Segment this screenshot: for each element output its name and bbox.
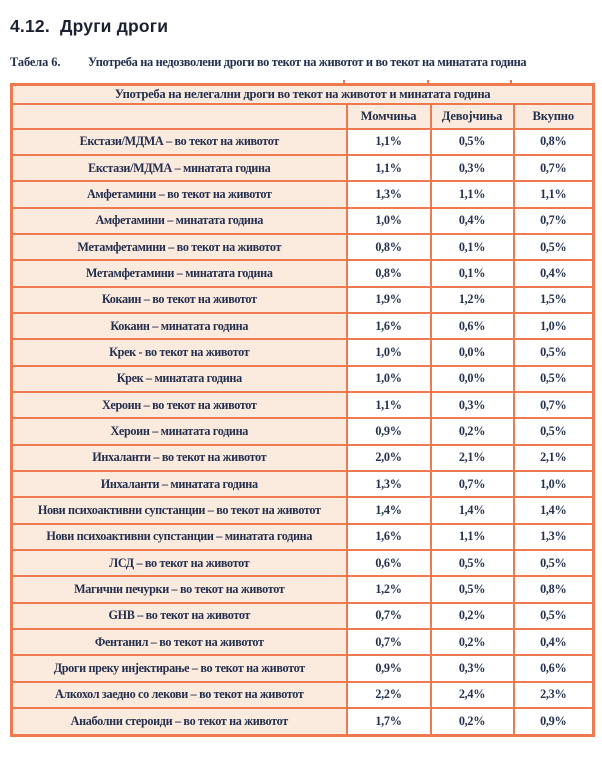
row-value-girls: 0,0% <box>431 339 514 365</box>
row-value-total: 0,5% <box>514 234 594 260</box>
section-heading <box>10 16 602 37</box>
row-label: Фентанил – во текот на животот <box>12 629 347 655</box>
table-row <box>12 550 594 576</box>
table-row <box>12 208 594 234</box>
row-value-total: 2,3% <box>514 682 594 708</box>
row-label: Крек - во текот на животот <box>12 339 347 365</box>
row-label: Хероин – во текот на животот <box>12 392 347 418</box>
row-value-boys: 1,9% <box>347 287 431 313</box>
row-value-girls: 2,4% <box>431 682 514 708</box>
row-value-boys: 0,8% <box>347 260 431 286</box>
row-label: Екстази/МДМА – во текот на животот <box>12 129 347 155</box>
row-value-boys: 1,7% <box>347 708 431 735</box>
table-row <box>12 392 594 418</box>
row-label: Екстази/МДМА – минатата година <box>12 155 347 181</box>
row-label: GHB – во текот на животот <box>12 603 347 629</box>
table-row <box>12 129 594 155</box>
table-row <box>12 708 594 735</box>
table-row <box>12 629 594 655</box>
row-value-girls: 0,1% <box>431 260 514 286</box>
table-row <box>12 682 594 708</box>
row-value-total: 0,5% <box>514 550 594 576</box>
row-value-total: 0,7% <box>514 208 594 234</box>
table-caption: Употреба на недозволени дроги во текот на животот и во текот на минатата година <box>88 55 527 69</box>
row-value-boys: 0,6% <box>347 550 431 576</box>
table-title: Употреба на нелегални дроги во текот на животот и минатата година <box>12 85 594 104</box>
row-label: Анаболни стероиди – во текот на животот <box>12 708 347 735</box>
table-row <box>12 366 594 392</box>
row-value-total: 0,8% <box>514 129 594 155</box>
table-row <box>12 603 594 629</box>
row-label: Амфетамини – минатата година <box>12 208 347 234</box>
row-value-total: 0,4% <box>514 629 594 655</box>
row-value-boys: 1,3% <box>347 181 431 207</box>
row-value-girls: 0,2% <box>431 629 514 655</box>
row-label: Нови психоактивни супстанции – во текот на животот <box>12 497 347 523</box>
table-row <box>12 497 594 523</box>
table-row <box>12 155 594 181</box>
table-title-row <box>12 85 594 104</box>
column-header-total: Вкупно <box>514 104 594 129</box>
row-label: Кокаин – во текот на животот <box>12 287 347 313</box>
row-value-girls: 1,1% <box>431 524 514 550</box>
table-row <box>12 260 594 286</box>
row-value-total: 0,9% <box>514 708 594 735</box>
row-value-total: 2,1% <box>514 445 594 471</box>
row-value-girls: 0,0% <box>431 366 514 392</box>
table-row <box>12 576 594 602</box>
table-row <box>12 234 594 260</box>
row-value-girls: 0,2% <box>431 418 514 444</box>
table-body <box>12 129 594 736</box>
row-label: Инхаланти – минатата година <box>12 471 347 497</box>
section-number: 4.12. <box>10 16 50 36</box>
row-label: Нови психоактивни супстанции – минатата година <box>12 524 347 550</box>
row-value-boys: 1,0% <box>347 339 431 365</box>
row-label: ЛСД – во текот на животот <box>12 550 347 576</box>
section-title: Други дроги <box>59 16 169 36</box>
row-label: Магични печурки – во текот на животот <box>12 576 347 602</box>
row-label: Метамфетамини – минатата година <box>12 260 347 286</box>
row-label: Метамфетамини – во текот на животот <box>12 234 347 260</box>
row-value-girls: 1,2% <box>431 287 514 313</box>
table-row <box>12 524 594 550</box>
table-caption-line <box>10 55 602 70</box>
drug-use-table <box>10 83 595 737</box>
column-header-row <box>12 104 594 129</box>
row-value-total: 1,1% <box>514 181 594 207</box>
row-value-boys: 1,1% <box>347 129 431 155</box>
row-value-boys: 1,6% <box>347 313 431 339</box>
row-value-girls: 1,1% <box>431 181 514 207</box>
row-value-total: 0,5% <box>514 366 594 392</box>
table-row <box>12 418 594 444</box>
row-value-total: 1,5% <box>514 287 594 313</box>
row-value-girls: 0,4% <box>431 208 514 234</box>
row-value-total: 0,5% <box>514 418 594 444</box>
row-value-boys: 1,4% <box>347 497 431 523</box>
corner-cell <box>12 104 347 129</box>
column-header-girls: Девојчиња <box>431 104 514 129</box>
table-row <box>12 655 594 681</box>
row-value-boys: 1,0% <box>347 208 431 234</box>
row-value-boys: 1,1% <box>347 155 431 181</box>
row-value-total: 0,4% <box>514 260 594 286</box>
row-value-boys: 2,0% <box>347 445 431 471</box>
row-label: Хероин – минатата година <box>12 418 347 444</box>
row-value-girls: 0,1% <box>431 234 514 260</box>
row-label: Крек – минатата година <box>12 366 347 392</box>
column-header-boys: Момчиња <box>347 104 431 129</box>
row-value-girls: 0,2% <box>431 708 514 735</box>
row-label: Амфетамини – во текот на животот <box>12 181 347 207</box>
row-value-total: 1,4% <box>514 497 594 523</box>
row-value-girls: 0,5% <box>431 550 514 576</box>
row-label: Кокаин – минатата година <box>12 313 347 339</box>
column-border-tick <box>510 80 512 85</box>
table-row <box>12 181 594 207</box>
row-value-boys: 1,0% <box>347 366 431 392</box>
row-value-boys: 0,9% <box>347 418 431 444</box>
row-value-girls: 1,4% <box>431 497 514 523</box>
row-value-total: 0,7% <box>514 155 594 181</box>
row-value-total: 1,0% <box>514 313 594 339</box>
table-row <box>12 339 594 365</box>
table-row <box>12 287 594 313</box>
row-value-total: 0,5% <box>514 603 594 629</box>
row-value-girls: 0,3% <box>431 392 514 418</box>
column-border-tick <box>427 80 429 85</box>
row-value-girls: 0,3% <box>431 655 514 681</box>
row-value-total: 0,5% <box>514 339 594 365</box>
row-value-boys: 0,7% <box>347 603 431 629</box>
row-value-total: 0,7% <box>514 392 594 418</box>
row-label: Алкохол заедно со лекови – во текот на животот <box>12 682 347 708</box>
row-value-boys: 2,2% <box>347 682 431 708</box>
row-value-girls: 0,2% <box>431 603 514 629</box>
row-value-boys: 1,3% <box>347 471 431 497</box>
row-value-total: 0,6% <box>514 655 594 681</box>
row-value-boys: 1,6% <box>347 524 431 550</box>
row-label: Дроги преку инјектирање – во текот на животот <box>12 655 347 681</box>
table-label: Табела 6. <box>10 55 61 69</box>
table-row <box>12 471 594 497</box>
row-value-boys: 0,9% <box>347 655 431 681</box>
row-value-girls: 0,6% <box>431 313 514 339</box>
row-value-boys: 0,7% <box>347 629 431 655</box>
row-value-girls: 0,5% <box>431 129 514 155</box>
row-value-boys: 1,2% <box>347 576 431 602</box>
row-value-boys: 0,8% <box>347 234 431 260</box>
row-value-total: 0,8% <box>514 576 594 602</box>
row-label: Инхаланти – во текот на животот <box>12 445 347 471</box>
row-value-total: 1,0% <box>514 471 594 497</box>
table-wrapper <box>10 83 592 737</box>
row-value-boys: 1,1% <box>347 392 431 418</box>
row-value-girls: 2,1% <box>431 445 514 471</box>
column-border-tick <box>343 80 345 85</box>
row-value-total: 1,3% <box>514 524 594 550</box>
row-value-girls: 0,7% <box>431 471 514 497</box>
table-row <box>12 445 594 471</box>
row-value-girls: 0,5% <box>431 576 514 602</box>
table-row <box>12 313 594 339</box>
row-value-girls: 0,3% <box>431 155 514 181</box>
